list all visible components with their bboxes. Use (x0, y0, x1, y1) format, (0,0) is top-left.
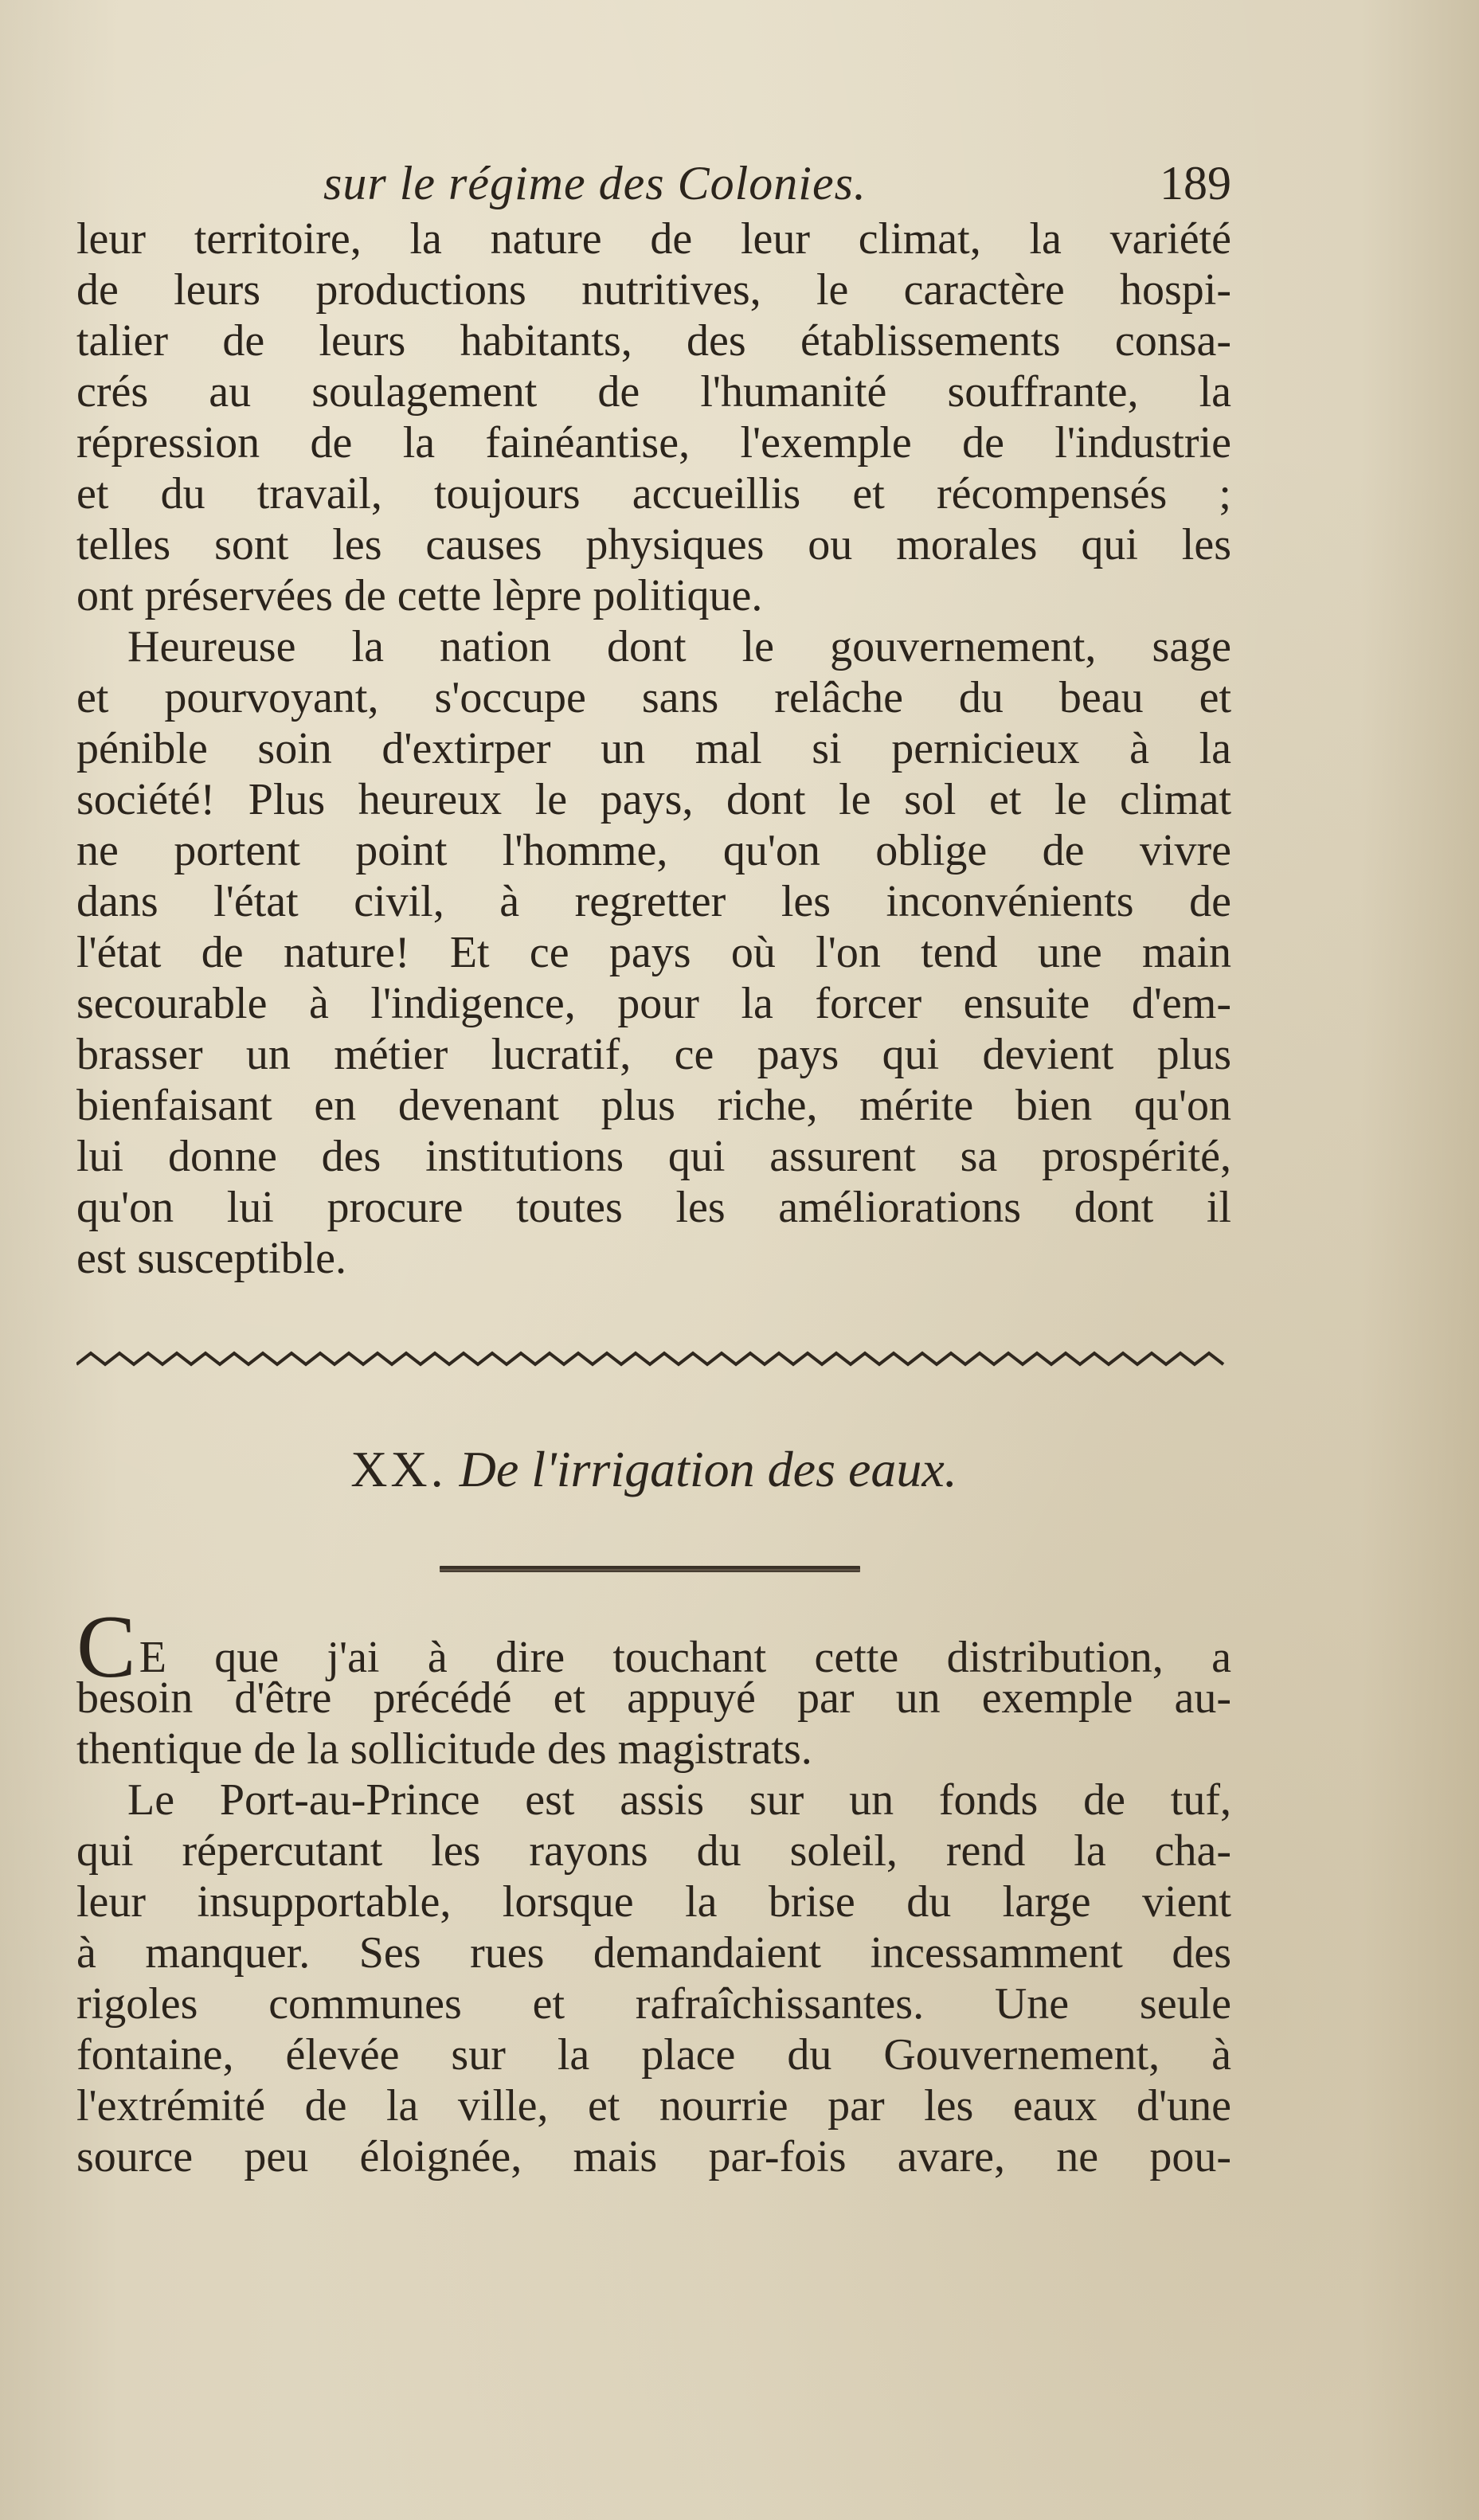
text-line: secourable à l'indigence, pour la forcer ensuite d'em- (76, 979, 1231, 1028)
text-line: répression de la fainéantise, l'exemple de l'industrie (76, 418, 1231, 468)
text-line: thentique de la sollicitude des magistrats. (76, 1724, 812, 1774)
text-line: brasser un métier lucratif, ce pays qui devient plus (76, 1030, 1231, 1079)
text-line: Le Port-au-Prince est assis sur un fonds de tuf, (127, 1775, 1231, 1825)
text-line: source peu éloignée, mais par-fois avare, ne pou- (76, 2132, 1231, 2182)
page-number: 189 (1160, 157, 1231, 209)
text-line: telles sont les causes physiques ou morales qui les (76, 520, 1231, 569)
text-line: talier de leurs habitants, des établissements consa- (76, 316, 1231, 366)
text-line: dans l'état civil, à regretter les inconvénients de (76, 877, 1231, 926)
text-line: l'extrémité de la ville, et nourrie par les eaux d'une (76, 2081, 1231, 2131)
section-heading (76, 1440, 1231, 1499)
section-divider-rule (440, 1566, 860, 1572)
running-head (76, 156, 1231, 220)
text-line: et du travail, toujours accueillis et récompensés ; (76, 469, 1231, 518)
text-line: à manquer. Ses rues demandaient incessamment des (76, 1928, 1231, 1978)
text-line: bienfaisant en devenant plus riche, mérite bien qu'on (76, 1081, 1231, 1130)
text-line: société! Plus heureux le pays, dont le sol et le climat (76, 775, 1231, 824)
text-line: ont préservées de cette lèpre politique. (76, 571, 763, 620)
paragraph-section-opening (76, 1598, 1231, 1775)
text-line: et pourvoyant, s'occupe sans relâche du beau et (76, 673, 1231, 722)
text-line: leur territoire, la nature de leur climat, la variété (76, 214, 1231, 264)
section-title: De l'irrigation des eaux. (459, 1441, 957, 1497)
text-line: leur insupportable, lorsque la brise du large vient (76, 1877, 1231, 1927)
text-line: crés au soulagement de l'humanité souffrante, la (76, 367, 1231, 417)
text-line: besoin d'être précédé et appuyé par un exemple au- (76, 1673, 1231, 1723)
drop-cap: C (76, 1598, 136, 1696)
first-line-text: E que j'ai à dire touchant cette distribution, a (139, 1633, 1231, 1682)
text-line: l'état de nature! Et ce pays où l'on tend une main (76, 928, 1231, 977)
paragraph-continuation (76, 213, 1231, 621)
paragraph-heureuse (76, 621, 1231, 1284)
text-line: ne portent point l'homme, qu'on oblige de vivre (76, 826, 1231, 875)
text-line: rigoles communes et rafraîchissantes. Une seule (76, 1979, 1231, 2029)
text-line: pénible soin d'extirper un mal si pernicieux à la (76, 724, 1231, 773)
text-line: est susceptible. (76, 1234, 347, 1283)
text-line: qui répercutant les rayons du soleil, rend la cha- (76, 1826, 1231, 1876)
running-title: sur le régime des Colonies. (323, 157, 867, 209)
text-line-first (76, 1598, 1231, 1696)
text-line: qu'on lui procure toutes les améliorations dont il (76, 1183, 1231, 1232)
paragraph-port-au-prince (76, 1775, 1231, 2182)
text-line: fontaine, élevée sur la place du Gouvernement, à (76, 2030, 1231, 2080)
text-line: lui donne des institutions qui assurent sa prospérité, (76, 1132, 1231, 1181)
text-line: de leurs productions nutritives, le caractère hospi- (76, 265, 1231, 315)
section-number: XX. (350, 1441, 447, 1497)
ornamental-wavy-rule (76, 1348, 1231, 1369)
text-line: Heureuse la nation dont le gouvernement, sage (127, 622, 1231, 671)
